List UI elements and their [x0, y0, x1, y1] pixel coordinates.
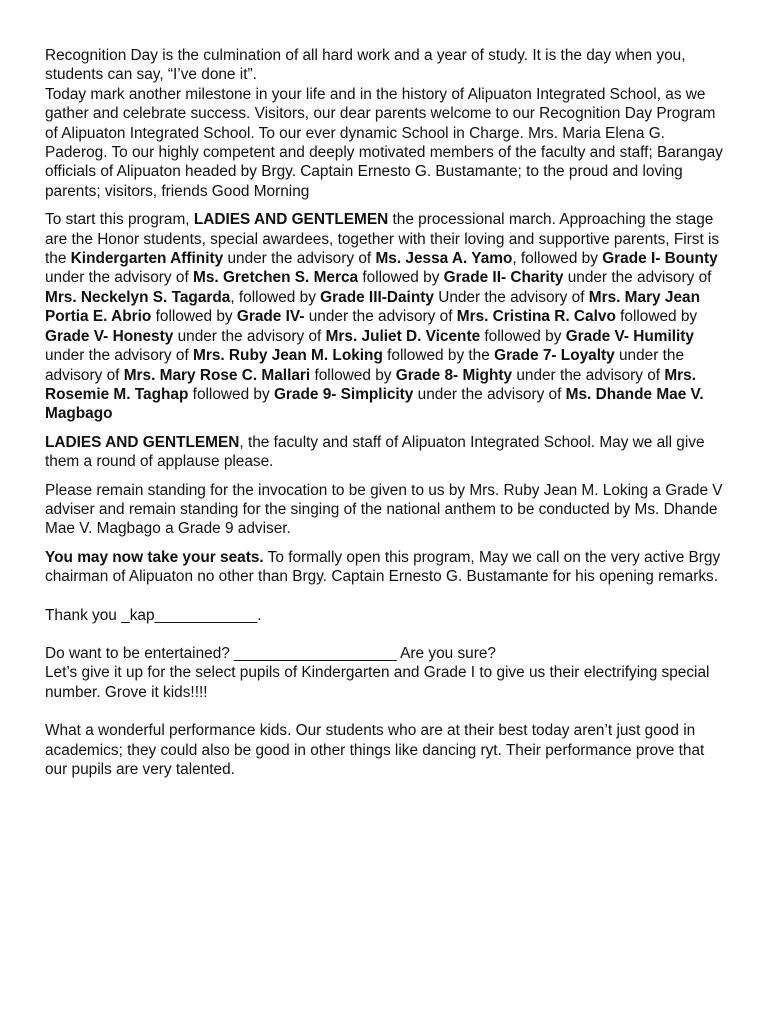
text-run: , followed by: [230, 288, 321, 306]
bold-run: Mrs. Ruby Jean M. Loking: [193, 347, 383, 365]
text-run: under the advisory of: [304, 308, 457, 326]
bold-run: Grade 9- Simplicity: [273, 385, 414, 403]
text-run: under the advisory of: [173, 327, 326, 345]
processional-paragraph: [45, 210, 728, 423]
bold-run: Grade I- Bounty: [602, 250, 718, 268]
text-run: , followed by: [512, 250, 603, 268]
bold-run: Grade V- Humility: [565, 327, 694, 345]
intro-sentence-1: Recognition Day is the culmination of all hard work and a year of study. It is the day when you, students can say, “I’ve done it”.: [45, 47, 686, 84]
text-run: , the faculty and staff of Alipuaton Integrated School. May we all give them a round of applause please.: [45, 433, 705, 471]
text-run: To start this program,: [45, 211, 194, 229]
bold-run: Mrs. Mary Rose C. Mallari: [123, 366, 311, 384]
opening-remarks-paragraph: [45, 548, 728, 587]
faculty-paragraph: [45, 433, 728, 472]
bold-run: Grade IV-: [236, 308, 305, 326]
bold-run: Grade 8- Mighty: [395, 366, 513, 384]
thank-you-paragraph: [45, 606, 728, 625]
text-run: followed by: [188, 385, 274, 403]
bold-run: Mrs. Cristina R. Calvo: [456, 308, 616, 326]
entertainment-paragraph: [45, 644, 728, 702]
bold-run: Grade II- Charity: [443, 269, 564, 287]
intro-paragraph: [45, 46, 728, 201]
performance-paragraph: [45, 721, 728, 779]
bold-run: Mrs. Neckelyn S. Tagarda: [45, 288, 231, 306]
text-run: under the advisory of: [45, 269, 194, 287]
text-run: followed by: [358, 269, 444, 287]
bold-run: Ms. Jessa A. Yamo: [375, 250, 513, 268]
bold-run: Grade V- Honesty: [45, 327, 174, 345]
bold-run: LADIES AND GENTLEMEN: [193, 211, 389, 229]
bold-run: You may now take your seats.: [45, 548, 264, 566]
text-run: followed by: [480, 327, 566, 345]
text-run: Please remain standing for the invocation to be given to us by Mrs. Ruby Jean M. Loking a Grade V adviser and remain standing for the singing of the national anthem to be conducted by Ms. Dhande Mae V. Magbago a Grade 9 adviser.: [45, 481, 723, 538]
invocation-paragraph: [45, 481, 728, 539]
text-run: the processional march. Approaching the stage are the Honor students, special awardees, together with their loving and supportive parents, First is the: [45, 211, 720, 268]
bold-run: Ms. Gretchen S. Merca: [193, 269, 359, 287]
text-run: followed by: [310, 366, 396, 384]
text-run: What a wonderful performance kids. Our students who are at their best today aren’t just good in academics; they could also be good in other things like dancing ryt. Their performance prove that our pupils are very talented.: [45, 722, 705, 778]
bold-run: Ms. Dhande Mae V. Magbago: [45, 385, 704, 423]
text-run: followed by the: [382, 347, 495, 365]
text-run: under the advisory of: [45, 347, 194, 365]
bold-run: Mrs. Juliet D. Vicente: [325, 327, 481, 345]
entertainment-question: Do want to be entertained? ___________________ Are you sure?: [45, 644, 496, 662]
bold-run: Kindergarten Affinity: [70, 250, 224, 268]
intro-sentence-2: Today mark another milestone in your life and in the history of Alipuaton Integrated School, as we gather and celebrate success. Visitors, our dear parents welcome to our Recognition Day Program of Alipuaton Integrated School. To our ever dynamic School in Charge. Mrs. Maria Elena G. Paderog. To our highly competent and deeply motivated members of the faculty and staff; Barangay officials of Alipuaton headed by Brgy. Captain Ernesto G. Bustamante; to the proud and loving parents; visitors, friends Good Morning: [45, 85, 723, 200]
text-run: under the advisory of: [512, 366, 665, 384]
bold-run: Mrs. Rosemie M. Taghap: [45, 366, 696, 403]
text-run: under the advisory of: [413, 385, 566, 403]
bold-run: Grade 7- Loyalty: [494, 347, 615, 365]
text-run: under the advisory of: [223, 250, 376, 268]
text-run: Thank you _kap____________.: [45, 606, 262, 624]
bold-run: Grade III-Dainty: [320, 288, 434, 306]
entertainment-intro: Let’s give it up for the select pupils of Kindergarten and Grade I to give us their electrifying special number. Grove it kids!!!!: [45, 664, 710, 701]
text-run: followed by: [151, 308, 237, 326]
text-run: under the advisory of: [45, 347, 685, 384]
bold-run: Mrs. Mary Jean Portia E. Abrio: [45, 288, 700, 326]
text-run: Under the advisory of: [433, 288, 589, 306]
text-run: followed by: [615, 308, 698, 326]
bold-run: LADIES AND GENTLEMEN: [45, 433, 240, 451]
text-run: To formally open this program, May we call on the very active Brgy chairman of Alipuaton no other than Brgy. Captain Ernesto G. Bustamante for his opening remarks.: [45, 548, 721, 586]
text-run: under the advisory of: [563, 269, 712, 287]
